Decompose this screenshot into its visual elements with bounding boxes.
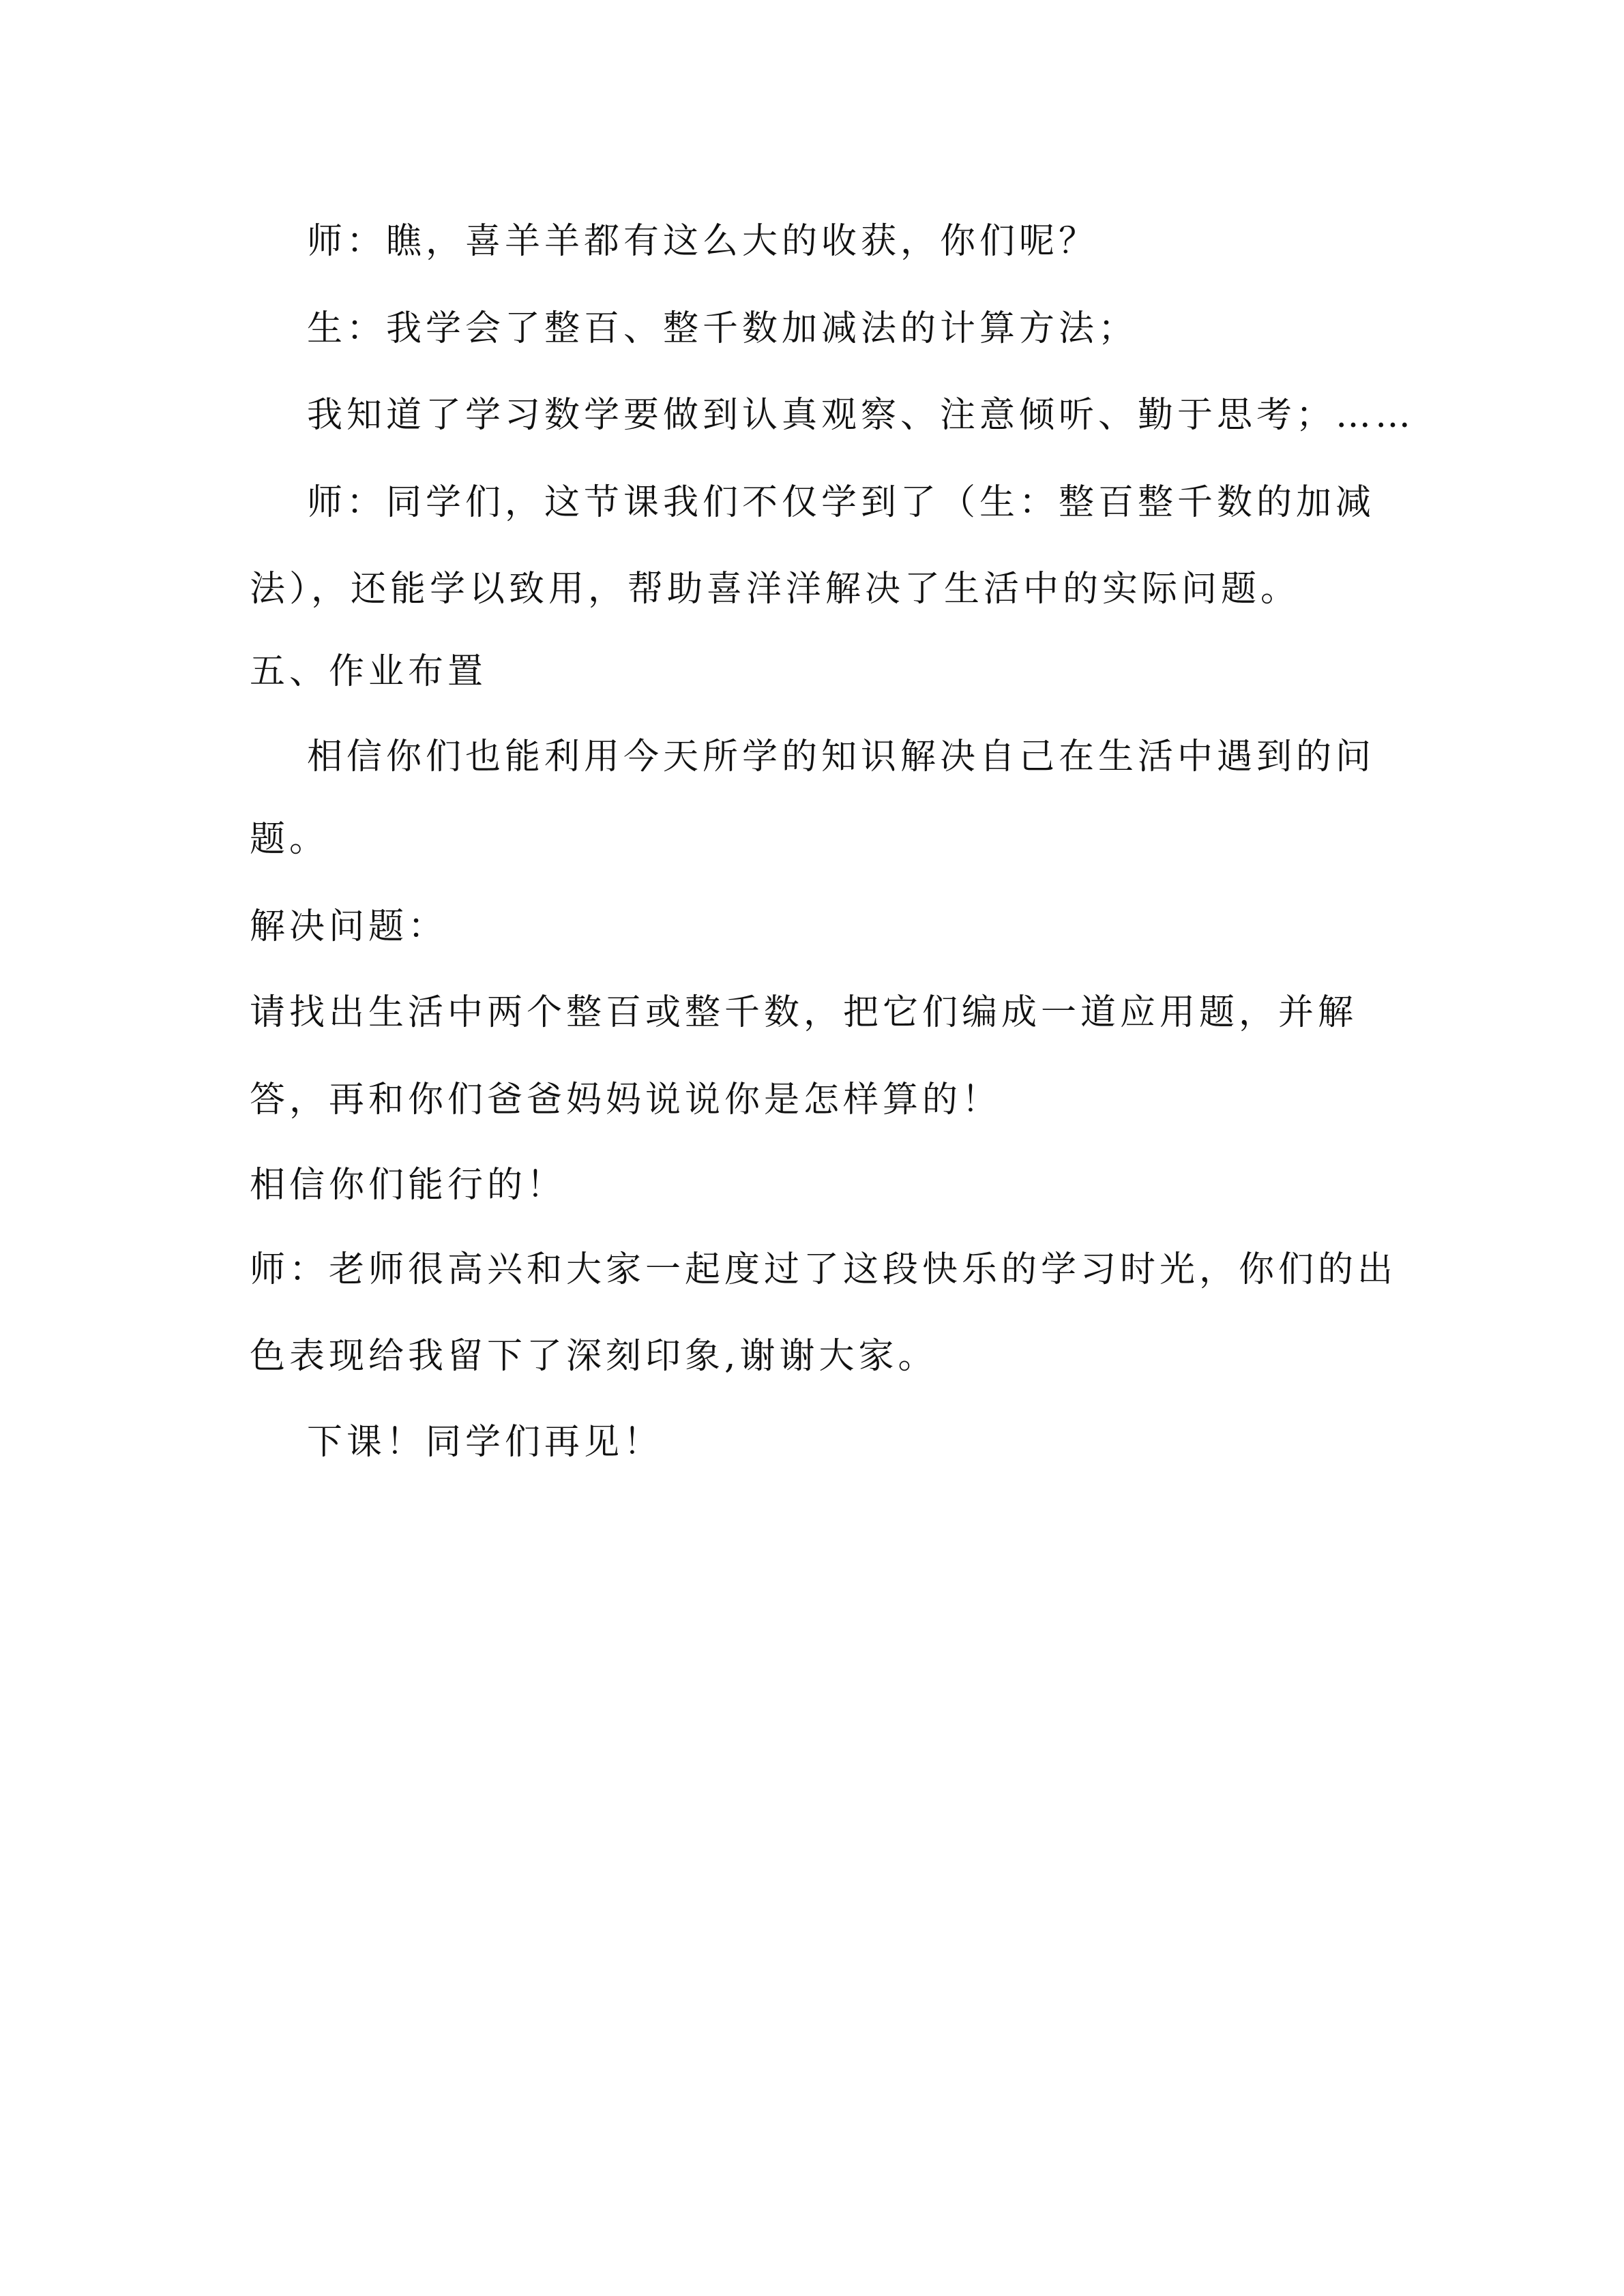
student-line-method: 生：我学会了整百、整千数加减法的计算方法； [307,308,1138,349]
farewell-line: 下课！同学们再见！ [307,1422,664,1463]
encouragement-text: 相信你们能行的！ [250,1165,567,1206]
student-line-learning: 我知道了学习数学要做到认真观察、注意倾听、勤于思考；…… [307,395,1415,436]
section-heading-homework: 五、作业布置 [250,651,488,692]
teacher-closing-cont: 色表现给我留下了深刻印象,谢谢大家。 [250,1336,938,1377]
teacher-line-harvest: 师：瞧，喜羊羊都有这么大的收获，你们呢？ [307,221,1099,262]
problem-text: 请找出生活中两个整百或整千数，把它们编成一道应用题，并解 [250,992,1358,1033]
problem-text-cont: 答，再和你们爸爸妈妈说说你是怎样算的！ [250,1079,1002,1120]
problem-heading: 解决问题： [250,906,448,947]
teacher-line-summary: 师：同学们，这节课我们不仅学到了（生：整百整千数的加减 [307,482,1376,523]
homework-intro-cont: 题。 [250,819,329,860]
teacher-line-summary-cont: 法），还能学以致用，帮助喜洋洋解决了生活中的实际问题。 [250,569,1301,610]
teacher-closing: 师：老师很高兴和大家一起度过了这段快乐的学习时光，你们的出 [250,1249,1398,1290]
homework-intro: 相信你们也能利用今天所学的知识解决自己在生活中遇到的问 [307,736,1376,777]
